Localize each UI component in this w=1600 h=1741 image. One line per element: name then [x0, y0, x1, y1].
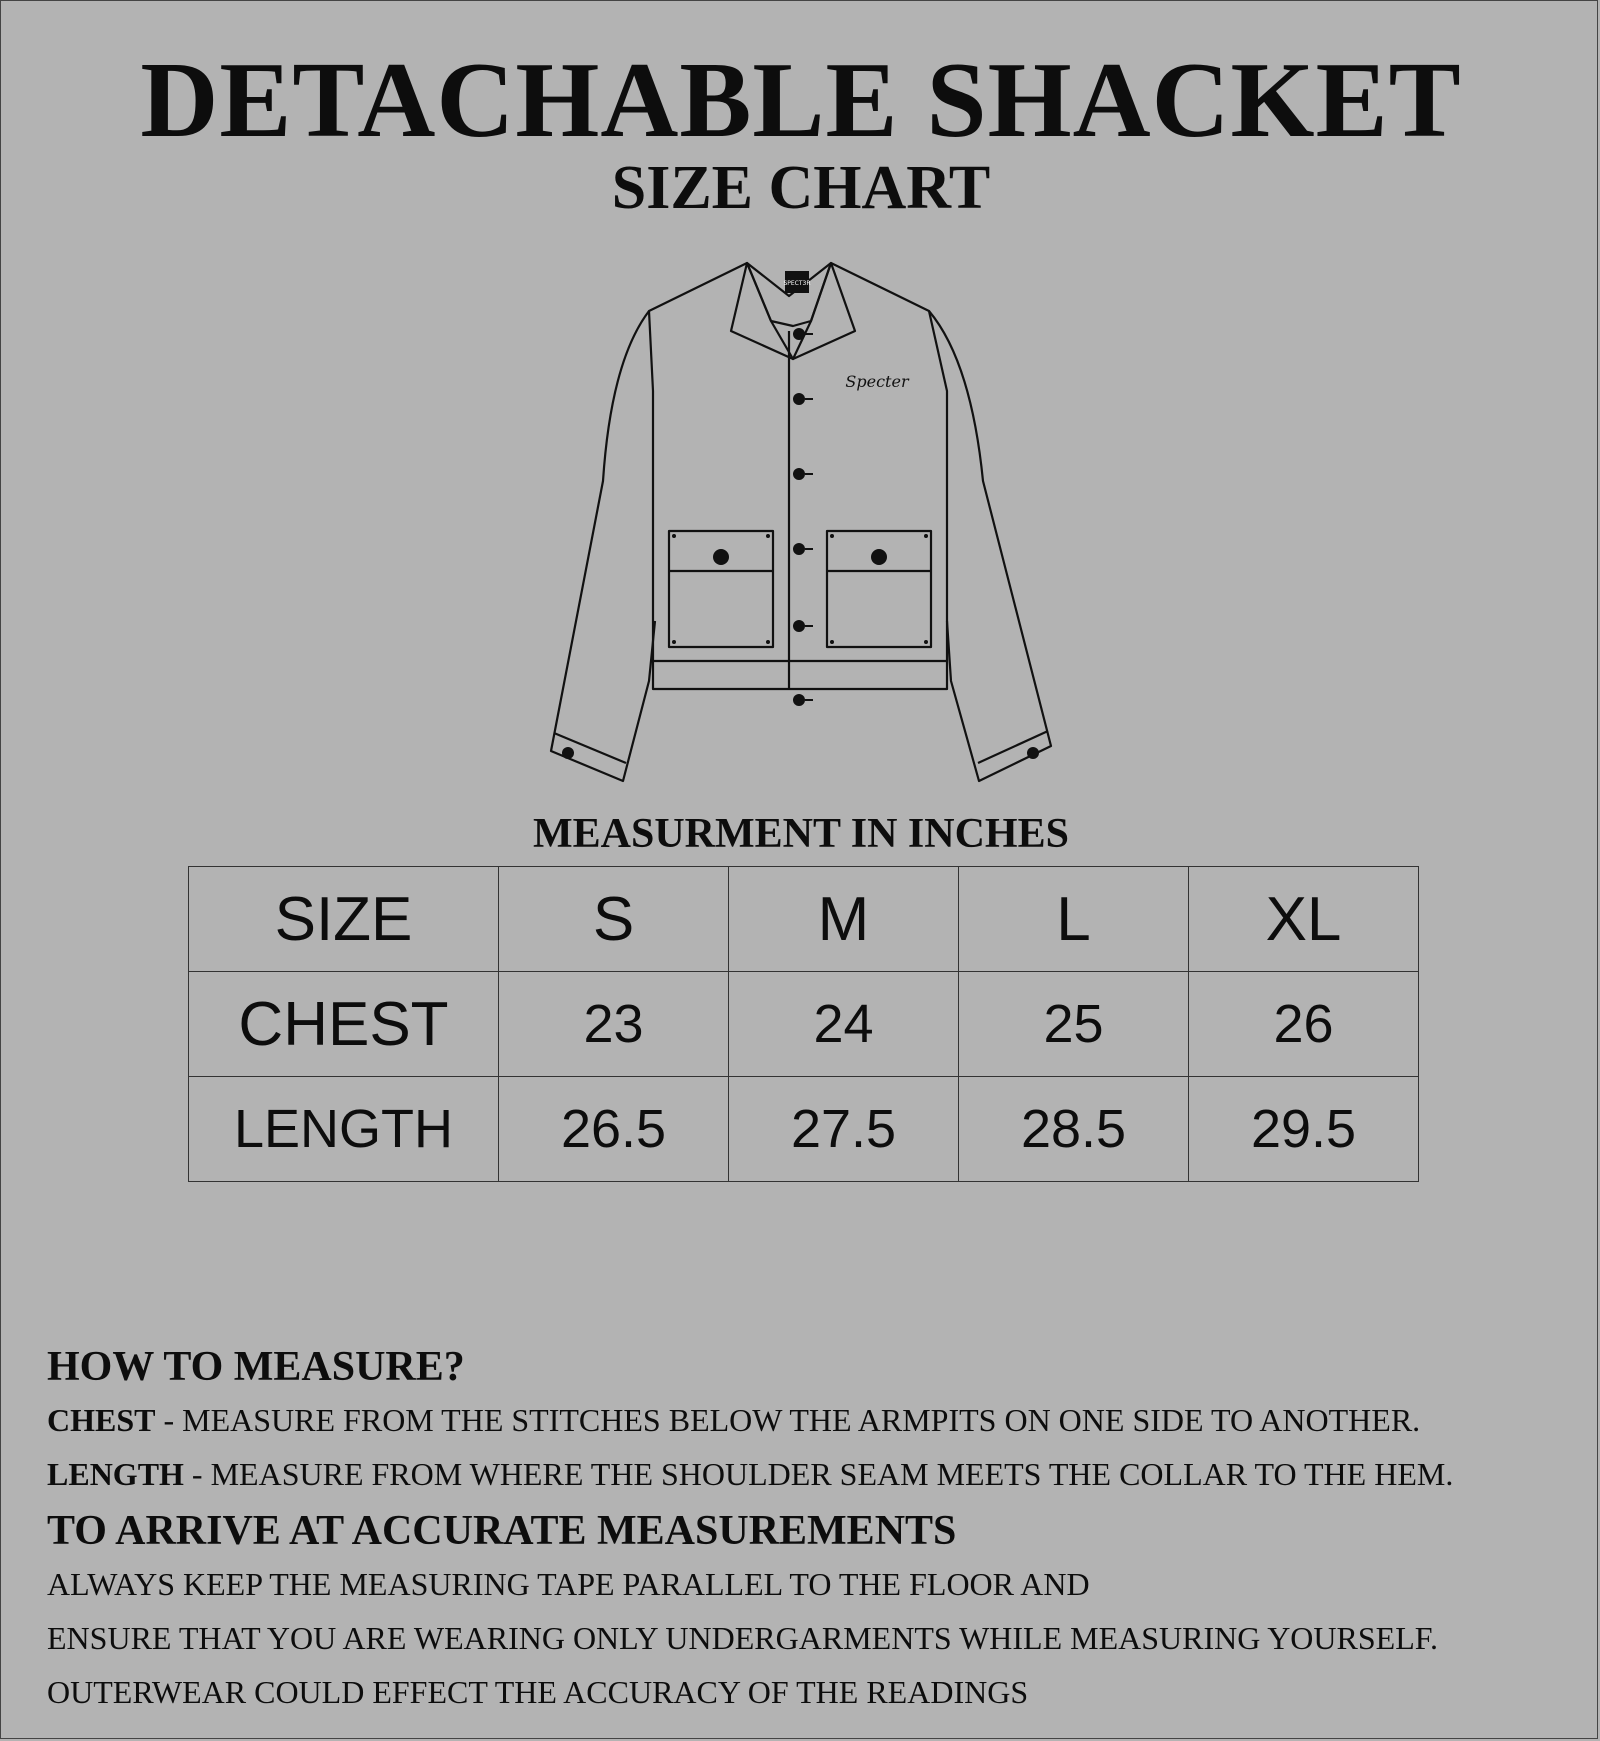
how-to-measure-section: [47, 1341, 1567, 1501]
right-pocket: [827, 531, 931, 647]
table-header-cell: S: [499, 867, 729, 972]
table-cell: 27.5: [729, 1077, 959, 1182]
table-row-length: [189, 1077, 1419, 1182]
table-cell: 25: [959, 972, 1189, 1077]
right-cuff-seam: [978, 731, 1048, 763]
length-instruction: [47, 1447, 1567, 1501]
table-header-row: [189, 867, 1419, 972]
table-row-chest: [189, 972, 1419, 1077]
table-cell: 23: [499, 972, 729, 1077]
table-cell: 26.5: [499, 1077, 729, 1182]
collar-left: [731, 263, 793, 359]
size-table: [188, 866, 1419, 1182]
chest-instruction-text: - MEASURE FROM THE STITCHES BELOW THE ARMPITS ON ONE SIDE TO ANOTHER.: [155, 1402, 1421, 1438]
brand-label-text: SPECT3R: [783, 280, 811, 287]
table-cell: 24: [729, 972, 959, 1077]
accuracy-line: ENSURE THAT YOU ARE WEARING ONLY UNDERGARMENTS WHILE MEASURING YOURSELF.: [47, 1620, 1438, 1656]
table-header-cell: M: [729, 867, 959, 972]
chest-embroidery: Specter: [845, 372, 909, 391]
table-row-label: LENGTH: [189, 1077, 499, 1182]
left-sleeve: [551, 311, 655, 781]
left-pocket: [669, 531, 773, 647]
accuracy-section: [47, 1505, 1587, 1719]
length-instruction-text: - MEASURE FROM WHERE THE SHOULDER SEAM MEETS THE COLLAR TO THE HEM.: [183, 1456, 1454, 1492]
accuracy-line: OUTERWEAR COULD EFFECT THE ACCURACY OF THE READINGS: [47, 1674, 1029, 1710]
chest-term: CHEST: [47, 1402, 156, 1438]
length-term: LENGTH: [47, 1456, 184, 1492]
table-header-cell: XL: [1189, 867, 1419, 972]
accuracy-heading: TO ARRIVE AT ACCURATE MEASUREMENTS: [47, 1508, 957, 1554]
table-cell: 26: [1189, 972, 1419, 1077]
page-title: DETACHABLE SHACKET: [140, 41, 1462, 160]
chest-instruction: [47, 1393, 1567, 1447]
how-to-measure-heading: HOW TO MEASURE?: [47, 1344, 465, 1390]
table-header-cell: L: [959, 867, 1189, 972]
measurement-unit-label: MEASURMENT IN INCHES: [533, 811, 1069, 857]
table-row-label: CHEST: [189, 972, 499, 1077]
jacket-illustration: [531, 241, 1071, 791]
accuracy-line: ALWAYS KEEP THE MEASURING TAPE PARALLEL TO THE FLOOR AND: [47, 1566, 1090, 1602]
table-cell: 29.5: [1189, 1077, 1419, 1182]
table-cell: 28.5: [959, 1077, 1189, 1182]
table-header-cell: SIZE: [189, 867, 499, 972]
page-subtitle: SIZE CHART: [611, 154, 991, 222]
